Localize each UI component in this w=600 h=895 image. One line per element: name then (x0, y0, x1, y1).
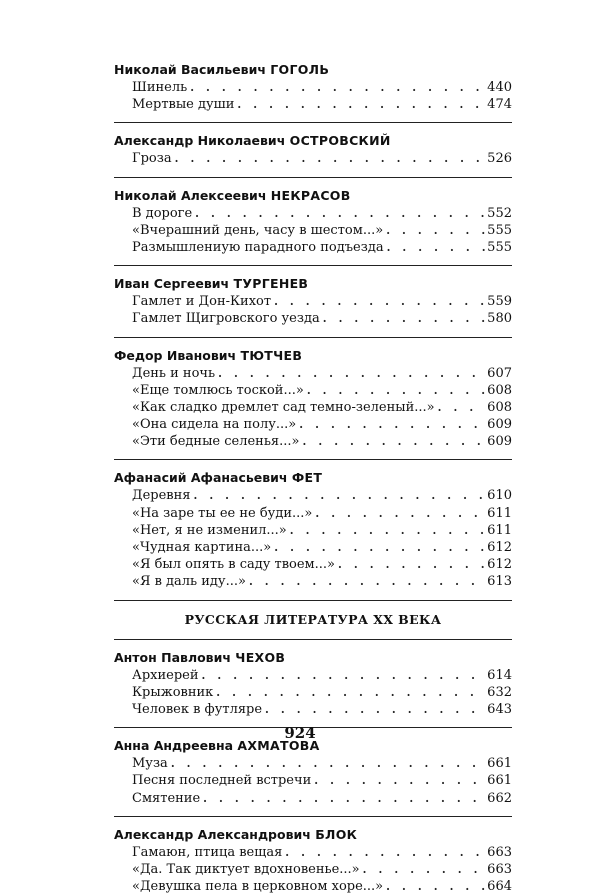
entry-title: Гамлет Щигровского уезда (132, 311, 320, 327)
dot-leader (237, 96, 486, 113)
entry-page-number: 662 (487, 790, 512, 806)
dot-leader (386, 878, 486, 895)
toc-entry (132, 701, 512, 718)
entry-title: Гамлет и Дон-Кихот (132, 294, 272, 310)
toc-entry (132, 293, 512, 310)
toc-entry (132, 539, 512, 556)
author-name (114, 186, 512, 205)
dot-leader (315, 505, 486, 522)
author-last-name: АХМАТОВА (237, 738, 320, 754)
dot-leader (190, 79, 486, 96)
author-first-name: Федор Иванович (114, 347, 237, 363)
entry-title: «Эти бедные селенья...» (132, 434, 300, 450)
entry-title: Архиерей (132, 667, 199, 683)
toc-entry (132, 239, 512, 256)
entry-title: «Она сидела на полу...» (132, 417, 297, 433)
toc-entry (132, 487, 512, 504)
divider-rule (114, 337, 512, 338)
entry-title: «Вчерашний день, часу в шестом...» (132, 222, 384, 238)
dot-leader (285, 844, 486, 861)
dot-leader (171, 755, 486, 772)
divider-rule (114, 122, 512, 123)
toc-groups-after (114, 639, 512, 895)
dot-leader (363, 861, 487, 878)
entry-page-number: 608 (487, 382, 512, 398)
entry-title: «Да. Так диктует вдохновенье...» (132, 861, 360, 877)
toc-entry (132, 96, 512, 113)
author-first-name: Анна Андреевна (114, 738, 234, 754)
toc-entry (132, 844, 512, 861)
author-first-name: Александр Николаевич (114, 133, 286, 149)
dot-leader (323, 310, 486, 327)
dot-leader (302, 433, 486, 450)
entry-page-number: 663 (487, 861, 512, 877)
entry-page-number: 609 (487, 417, 512, 433)
author-group (114, 346, 512, 451)
dot-leader (218, 365, 486, 382)
table-of-contents (114, 60, 512, 895)
toc-groups-before (114, 60, 512, 601)
toc-entry (132, 772, 512, 789)
entry-page-number: 609 (487, 434, 512, 450)
author-name (114, 468, 512, 487)
dot-leader (195, 205, 486, 222)
entry-page-number: 608 (487, 399, 512, 415)
entry-title: День и ночь (132, 365, 216, 381)
entry-title: Муза (132, 756, 168, 772)
entry-page-number: 664 (487, 879, 512, 895)
entry-title: Гроза (132, 151, 172, 167)
toc-entry (132, 433, 512, 450)
entry-title: «Я в даль иду...» (132, 574, 246, 590)
author-first-name: Александр Александрович (114, 826, 311, 842)
entry-title: Мертвые души (132, 97, 235, 113)
author-name (114, 825, 512, 844)
entry-title: «Девушка пела в церковном хоре...» (132, 879, 384, 895)
page-number: 924 (284, 724, 316, 742)
author-name (114, 274, 512, 293)
author-name (114, 131, 512, 150)
author-name (114, 648, 512, 667)
entry-page-number: 611 (487, 522, 512, 538)
toc-entry (132, 573, 512, 590)
dot-leader (216, 684, 486, 701)
toc-entry (132, 416, 512, 433)
entry-title: Человек в футляре (132, 701, 263, 717)
entry-title: «Нет, я не изменил...» (132, 522, 287, 538)
entry-title: Крыжовник (132, 684, 214, 700)
entry-page-number: 612 (487, 557, 512, 573)
dot-leader (314, 772, 486, 789)
toc-entry (132, 861, 512, 878)
toc-entry (132, 222, 512, 239)
dot-leader (249, 573, 486, 590)
author-last-name: НЕКРАСОВ (270, 187, 351, 203)
dot-leader (193, 487, 486, 504)
divider-rule (114, 459, 512, 460)
entry-page-number: 643 (487, 701, 512, 717)
dot-leader (299, 416, 486, 433)
author-last-name: ТУРГЕНЕВ (233, 276, 309, 292)
entry-page-number: 632 (487, 684, 512, 700)
toc-entry (132, 205, 512, 222)
dot-leader (307, 382, 486, 399)
entry-page-number: 614 (487, 667, 512, 683)
divider-rule (114, 816, 512, 817)
entry-page-number: 552 (487, 205, 512, 221)
dot-leader (202, 667, 487, 684)
toc-entry (132, 684, 512, 701)
author-first-name: Николай Алексеевич (114, 187, 267, 203)
toc-entry (132, 310, 512, 327)
toc-entry (132, 505, 512, 522)
dot-leader (175, 150, 487, 167)
toc-entry (132, 878, 512, 895)
author-name (114, 346, 512, 365)
author-last-name: БЛОК (315, 826, 358, 842)
entry-page-number: 607 (487, 365, 512, 381)
dot-leader (290, 522, 486, 539)
entry-title: В дороге (132, 205, 193, 221)
author-first-name: Антон Павлович (114, 649, 231, 665)
divider-rule (114, 265, 512, 266)
entry-title: Гамаюн, птица вещая (132, 844, 283, 860)
entry-title: Смятение (132, 790, 201, 806)
entry-title: Песня последней встречи (132, 773, 312, 789)
author-group (114, 736, 512, 807)
toc-entry (132, 399, 512, 416)
entry-page-number: 580 (487, 311, 512, 327)
entry-title: «Еще томлюсь тоской...» (132, 382, 304, 398)
author-first-name: Афанасий Афанасьевич (114, 470, 288, 486)
toc-entry (132, 667, 512, 684)
entry-page-number: 526 (487, 151, 512, 167)
entry-page-number: 612 (487, 540, 512, 555)
author-group (114, 274, 512, 327)
divider-rule (114, 177, 512, 178)
toc-entry (132, 755, 512, 772)
dot-leader (338, 556, 486, 573)
entry-title: «Чудная картина...» (132, 540, 272, 555)
toc-entry (132, 790, 512, 807)
dot-leader (438, 399, 487, 416)
author-group (114, 825, 512, 895)
entry-title: Размышлениую парадного подъезда (132, 239, 384, 255)
entry-page-number: 555 (487, 222, 512, 238)
author-group (114, 186, 512, 257)
dot-leader (386, 222, 486, 239)
entry-page-number: 440 (487, 80, 512, 95)
toc-entry (132, 365, 512, 382)
divider-rule (114, 600, 512, 601)
author-group (114, 131, 512, 167)
entry-title: «На заре ты ее не буди...» (132, 505, 313, 521)
entry-page-number: 474 (487, 97, 512, 113)
dot-leader (387, 239, 487, 256)
toc-entry (132, 382, 512, 399)
entry-page-number: 610 (487, 488, 512, 504)
entry-page-number: 611 (487, 505, 512, 521)
entry-title: Деревня (132, 488, 191, 504)
entry-page-number: 661 (487, 756, 512, 772)
author-last-name: ГОГОЛЬ (270, 62, 330, 77)
entry-title: «Я был опять в саду твоем...» (132, 557, 336, 573)
entry-page-number: 663 (487, 844, 512, 860)
toc-entry (132, 79, 512, 96)
toc-entry (132, 556, 512, 573)
dot-leader (265, 701, 486, 718)
dot-leader (274, 539, 486, 556)
entry-page-number: 555 (487, 239, 512, 255)
author-group (114, 648, 512, 719)
author-last-name: ТЮТЧЕВ (240, 347, 303, 363)
author-group (114, 60, 512, 113)
author-last-name: ЧЕХОВ (235, 649, 286, 665)
dot-leader (274, 293, 486, 310)
entry-page-number: 559 (487, 294, 512, 310)
author-last-name: ФЕТ (291, 470, 323, 486)
author-first-name: Иван Сергеевич (114, 276, 230, 292)
entry-page-number: 613 (487, 574, 512, 590)
toc-entry (132, 150, 512, 167)
divider-rule (114, 639, 512, 640)
dot-leader (203, 790, 486, 807)
author-name (114, 60, 512, 79)
entry-title: «Как сладко дремлет сад темно-зеленый...» (132, 399, 435, 415)
author-last-name: ОСТРОВСКИЙ (289, 133, 391, 149)
toc-entry (132, 522, 512, 539)
author-group (114, 468, 512, 590)
entry-page-number: 661 (487, 773, 512, 789)
entry-title: Шинель (132, 80, 188, 95)
author-first-name: Николай Васильевич (114, 62, 266, 77)
section-title: РУССКАЯ ЛИТЕРАТУРА XX ВЕКА (184, 611, 442, 627)
